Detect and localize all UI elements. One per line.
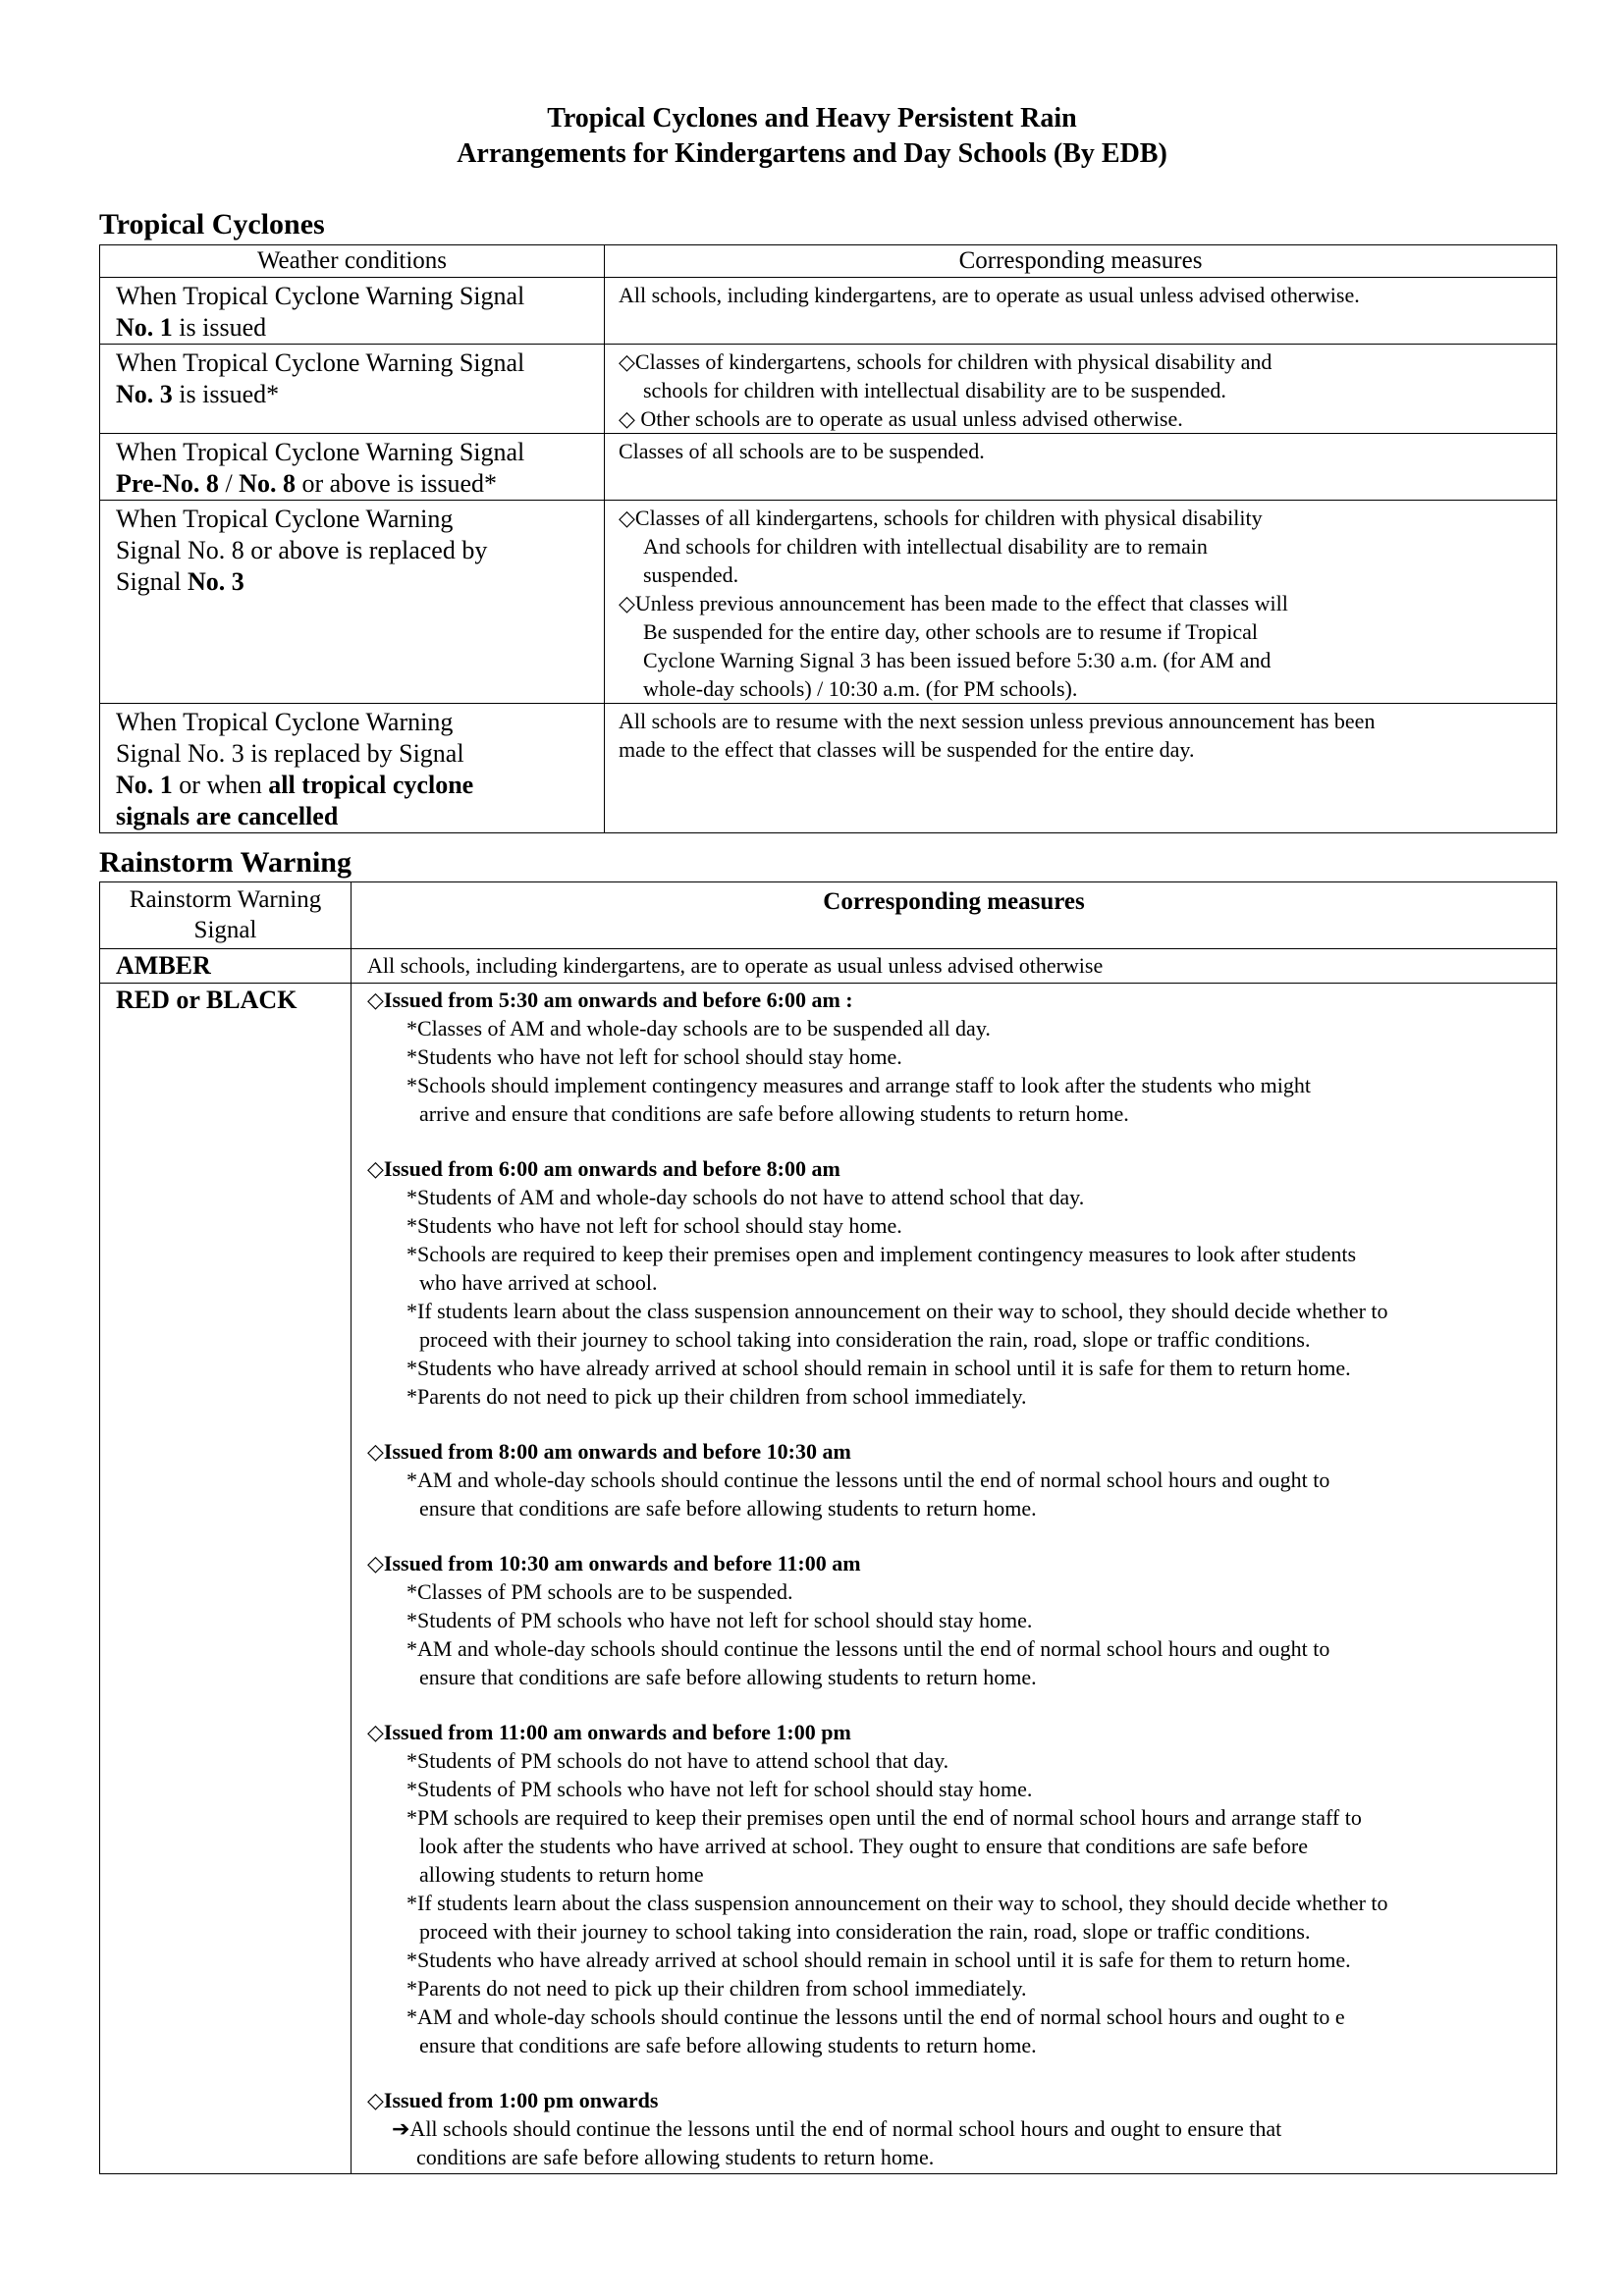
table-row-amber <box>100 949 1557 984</box>
red-black-measures <box>352 984 1557 2174</box>
list-item: *Classes of PM schools are to be suspended. <box>406 1579 793 1604</box>
list-item: *Students of PM schools do not have to attend school that day. <box>406 1748 949 1773</box>
time-window-heading: ◇Issued from 10:30 am onwards and before 11:00 am <box>367 1551 861 1575</box>
list-item: *Students who have not left for school should stay home. <box>406 1044 902 1069</box>
condition-cell: When Tropical Cyclone Warning Signal Pre-No. 8 / No. 8 or above is issued* <box>100 434 605 501</box>
weather-conditions-header: Weather conditions <box>100 245 605 278</box>
list-item: *AM and whole-day schools should continue the lessons until the end of normal school hours and ought to ensure that conditions are safe before allowing students to return home. <box>406 1636 1330 1689</box>
measure-cell: ◇Classes of all kindergartens, schools for children with physical disability And schools for children with intellectual disability are to remain suspended. ◇Unless previous announcement has been made to the effect that classes will Be suspended for the entire day, other schools are to resume if Tropical Cyclone Warning Signal 3 has been issued before 5:30 a.m. (for AM and whole-day schools) / 10:30 a.m. (for PM schools). <box>605 501 1557 704</box>
list-item: *If students learn about the class suspension announcement on their way to school, they should decide whether to proceed with their journey to school taking into consideration the rain, road, slope or traffic conditions. <box>406 1891 1388 1944</box>
measure-cell: Classes of all schools are to be suspended. <box>605 434 1557 501</box>
document-title-line2: Arrangements for Kindergartens and Day Schools (By EDB) <box>457 138 1167 169</box>
tropical-cyclones-table <box>99 244 1557 833</box>
signal-red-black: RED or BLACK <box>100 984 352 2174</box>
table-header-row <box>100 882 1557 949</box>
rainstorm-warning-table <box>99 881 1557 2174</box>
list-item: *Students who have already arrived at school should remain in school until it is safe for them to return home. <box>406 1948 1351 1972</box>
list-item: *AM and whole-day schools should continue the lessons until the end of normal school hours and ought to ensure that conditions are safe before allowing students to return home. <box>406 1468 1330 1521</box>
table-header-row <box>100 245 1557 278</box>
table-row <box>100 704 1557 833</box>
list-item: ➔All schools should continue the lessons until the end of normal school hours and ought to ensure that conditions are safe before allowing students to return home. <box>392 2116 1282 2169</box>
list-item: *Classes of AM and whole-day schools are to be suspended all day. <box>406 1016 991 1041</box>
time-window-heading: ◇Issued from 6:00 am onwards and before 8:00 am <box>367 1156 840 1181</box>
amber-measure: All schools, including kindergartens, are to operate as usual unless advised otherwise <box>352 949 1557 984</box>
document-title-line1: Tropical Cyclones and Heavy Persistent Rain <box>547 103 1077 133</box>
table-row <box>100 278 1557 345</box>
list-item: *Schools should implement contingency measures and arrange staff to look after the students who might arrive and ensure that conditions are safe before allowing students to return home. <box>406 1073 1311 1126</box>
time-window-heading: ◇Issued from 11:00 am onwards and before 1:00 pm <box>367 1720 851 1744</box>
time-window-heading: ◇Issued from 1:00 pm onwards <box>367 2088 659 2112</box>
list-item: *Parents do not need to pick up their children from school immediately. <box>406 1384 1027 1409</box>
condition-cell: When Tropical Cyclone Warning Signal No. 3 is issued* <box>100 345 605 434</box>
table-row-red-black <box>100 984 1557 2174</box>
corresponding-measures-header: Corresponding measures <box>352 882 1557 949</box>
list-item: *Schools are required to keep their premises open and implement contingency measures to look after students who have arrived at school. <box>406 1242 1357 1295</box>
rainstorm-warning-heading: Rainstorm Warning <box>99 846 352 879</box>
measure-cell: All schools are to resume with the next session unless previous announcement has been made to the effect that classes will be suspended for the entire day. <box>605 704 1557 833</box>
time-window-heading: ◇Issued from 8:00 am onwards and before 10:30 am <box>367 1439 851 1464</box>
condition-cell: When Tropical Cyclone Warning Signal No. 8 or above is replaced by Signal No. 3 <box>100 501 605 704</box>
corresponding-measures-header: Corresponding measures <box>605 245 1557 278</box>
list-item: *Students of AM and whole-day schools do not have to attend school that day. <box>406 1185 1085 1209</box>
signal-amber: AMBER <box>100 949 352 984</box>
rainstorm-signal-header: Rainstorm Warning Signal <box>100 882 352 949</box>
list-item: *Students who have already arrived at school should remain in school until it is safe for them to return home. <box>406 1356 1351 1380</box>
table-row <box>100 501 1557 704</box>
list-item: *Students of PM schools who have not left for school should stay home. <box>406 1608 1033 1632</box>
measure-cell: ◇Classes of kindergartens, schools for children with physical disability and schools for children with intellectual disability are to be suspended. ◇ Other schools are to operate as usual unless advised otherwise. <box>605 345 1557 434</box>
tropical-cyclones-heading: Tropical Cyclones <box>99 208 325 240</box>
time-window-heading: ◇Issued from 5:30 am onwards and before 6:00 am : <box>367 988 853 1012</box>
table-row <box>100 434 1557 501</box>
list-item: *PM schools are required to keep their premises open until the end of normal school hours and arrange staff to look after the students who have arrived at school. They ought to ensure that conditions are safe before allowing students to return home <box>406 1805 1362 1887</box>
condition-cell: When Tropical Cyclone Warning Signal No. 3 is replaced by Signal No. 1 or when all tropical cyclone signals are cancelled <box>100 704 605 833</box>
list-item: *Students who have not left for school should stay home. <box>406 1213 902 1238</box>
condition-cell: When Tropical Cyclone Warning Signal No. 1 is issued <box>100 278 605 345</box>
list-item: *Parents do not need to pick up their children from school immediately. <box>406 1976 1027 2001</box>
table-row <box>100 345 1557 434</box>
list-item: *If students learn about the class suspension announcement on their way to school, they should decide whether to proceed with their journey to school taking into consideration the rain, road, slope or traffic conditions. <box>406 1299 1388 1352</box>
list-item: *Students of PM schools who have not left for school should stay home. <box>406 1777 1033 1801</box>
list-item: *AM and whole-day schools should continue the lessons until the end of normal school hours and ought to e ensure that conditions are safe before allowing students to return home. <box>406 2004 1345 2057</box>
measure-cell: All schools, including kindergartens, are to operate as usual unless advised otherwise. <box>605 278 1557 345</box>
